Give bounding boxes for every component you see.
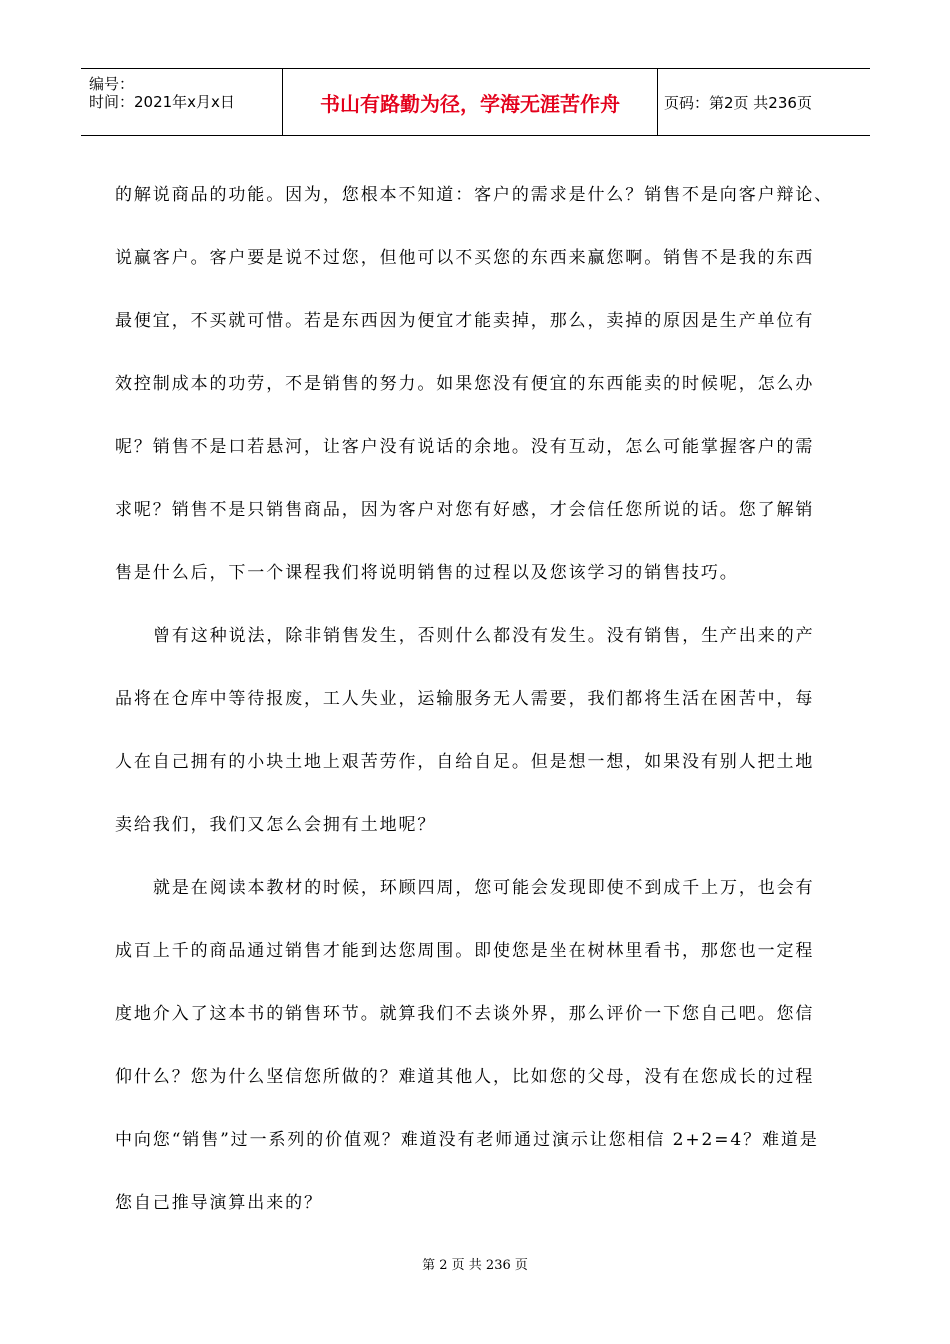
body-line: 品将在仓库中等待报废，工人失业，运输服务无人需要，我们都将生活在困苦中，每 (115, 689, 815, 709)
body-line: 呢？销售不是口若悬河，让客户没有说话的余地。没有互动，怎么可能掌握客户的需 (115, 437, 815, 457)
header-motto-cell (283, 69, 658, 135)
header-page-cell (658, 69, 870, 135)
body-line: 中向您“销售”过一系列的价值观？难道没有老师通过演示让您相信 2+2=4？难道是 (115, 1130, 819, 1150)
document-header (81, 68, 870, 136)
body-line-paragraph-start: 就是在阅读本教材的时候，环顾四周，您可能会发现即使不到成千上万，也会有 (153, 878, 815, 898)
body-line: 成百上千的商品通过销售才能到达您周围。即使您是坐在树林里看书，那您也一定程 (115, 941, 815, 961)
header-page-code: 页码：第2页 共236页 (664, 94, 812, 112)
body-line: 仰什么？您为什么坚信您所做的？难道其他人，比如您的父母，没有在您成长的过程 (115, 1067, 815, 1087)
header-motto: 书山有路勤为径，学海无涯苦作舟 (320, 92, 620, 116)
body-line: 售是什么后，下一个课程我们将说明销售的过程以及您该学习的销售技巧。 (115, 563, 739, 583)
header-meta-cell (81, 69, 283, 135)
page-footer: 第 2 页 共 236 页 (422, 1258, 528, 1273)
body-line: 卖给我们，我们又怎么会拥有土地呢？ (115, 815, 437, 835)
body-line-paragraph-start: 曾有这种说法，除非销售发生，否则什么都没有发生。没有销售，生产出来的产 (153, 626, 815, 646)
document-body (115, 164, 840, 1235)
body-line: 度地介入了这本书的销售环节。就算我们不去谈外界，那么评价一下您自己吧。您信 (115, 1004, 815, 1024)
body-line: 的解说商品的功能。因为，您根本不知道：客户的需求是什么？销售不是向客户辩论、 (115, 185, 834, 205)
body-line: 最便宜，不买就可惜。若是东西因为便宜才能卖掉，那么，卖掉的原因是生产单位有 (115, 311, 815, 331)
document-number-label: 编号： (89, 75, 135, 93)
body-line: 效控制成本的功劳，不是销售的努力。如果您没有便宜的东西能卖的时候呢，怎么办 (115, 374, 815, 394)
body-line: 说赢客户。客户要是说不过您，但他可以不买您的东西来赢您啊。销售不是我的东西 (115, 248, 815, 268)
document-date-label: 时间：2021年x月x日 (89, 93, 235, 111)
body-line: 人在自己拥有的小块土地上艰苦劳作，自给自足。但是想一想，如果没有别人把土地 (115, 752, 815, 772)
body-line: 求呢？销售不是只销售商品，因为客户对您有好感，才会信任您所说的话。您了解销 (115, 500, 815, 520)
body-line: 您自己推导演算出来的？ (115, 1193, 323, 1213)
